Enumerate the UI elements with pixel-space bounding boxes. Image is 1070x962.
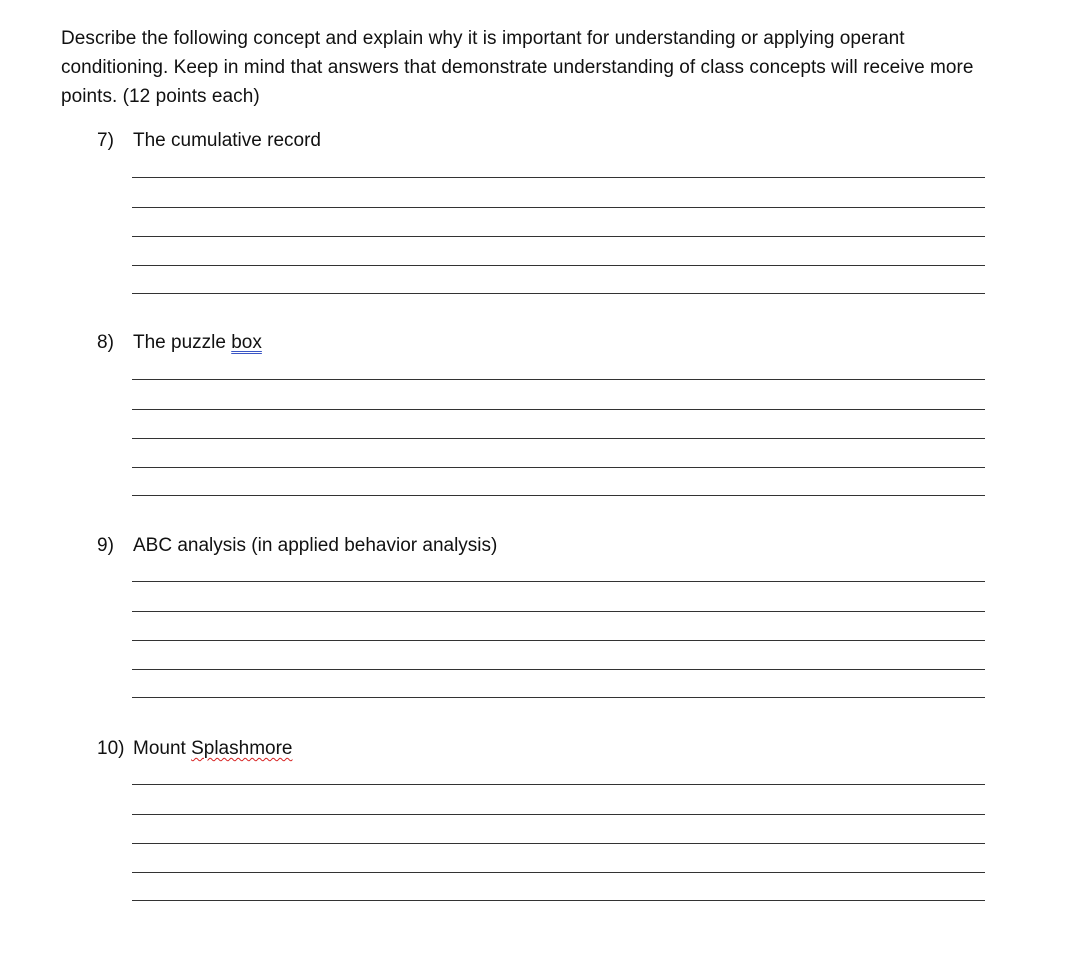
answer-line[interactable] bbox=[132, 611, 985, 612]
answer-line[interactable] bbox=[132, 495, 985, 496]
question-number: 8) bbox=[97, 332, 114, 353]
answer-line[interactable] bbox=[132, 379, 985, 380]
spelling-flagged-word[interactable]: Splashmore bbox=[191, 738, 293, 759]
answer-line[interactable] bbox=[132, 581, 985, 582]
question-number: 10) bbox=[97, 738, 125, 759]
answer-line[interactable] bbox=[132, 265, 985, 266]
answer-line[interactable] bbox=[132, 669, 985, 670]
answer-line[interactable] bbox=[132, 177, 985, 178]
question-text: Mount bbox=[133, 738, 192, 759]
answer-line[interactable] bbox=[132, 697, 985, 698]
answer-line[interactable] bbox=[132, 293, 985, 294]
question-number: 9) bbox=[97, 535, 114, 556]
answer-line[interactable] bbox=[132, 438, 985, 439]
answer-line[interactable] bbox=[132, 872, 985, 873]
question-number: 7) bbox=[97, 130, 114, 151]
question-label bbox=[97, 534, 497, 558]
instructions-paragraph: Describe the following concept and explain why it is important for understanding or applying operant conditioning. Keep in mind that answers that demonstrate understanding of class concepts will receive more points. (12 points each) bbox=[61, 28, 974, 107]
answer-line[interactable] bbox=[132, 236, 985, 237]
answer-line[interactable] bbox=[132, 640, 985, 641]
answer-line[interactable] bbox=[132, 467, 985, 468]
answer-line[interactable] bbox=[132, 207, 985, 208]
answer-line[interactable] bbox=[132, 784, 985, 785]
question-text: The puzzle bbox=[133, 332, 232, 353]
question-label bbox=[97, 129, 321, 153]
answer-line[interactable] bbox=[132, 814, 985, 815]
grammar-flagged-word[interactable]: box bbox=[231, 332, 262, 353]
answer-line[interactable] bbox=[132, 409, 985, 410]
answer-line[interactable] bbox=[132, 843, 985, 844]
question-text: ABC analysis (in applied behavior analysis) bbox=[133, 535, 498, 556]
question-label bbox=[97, 737, 292, 761]
answer-line[interactable] bbox=[132, 900, 985, 901]
question-label bbox=[97, 331, 262, 355]
question-text: The cumulative record bbox=[133, 130, 321, 151]
